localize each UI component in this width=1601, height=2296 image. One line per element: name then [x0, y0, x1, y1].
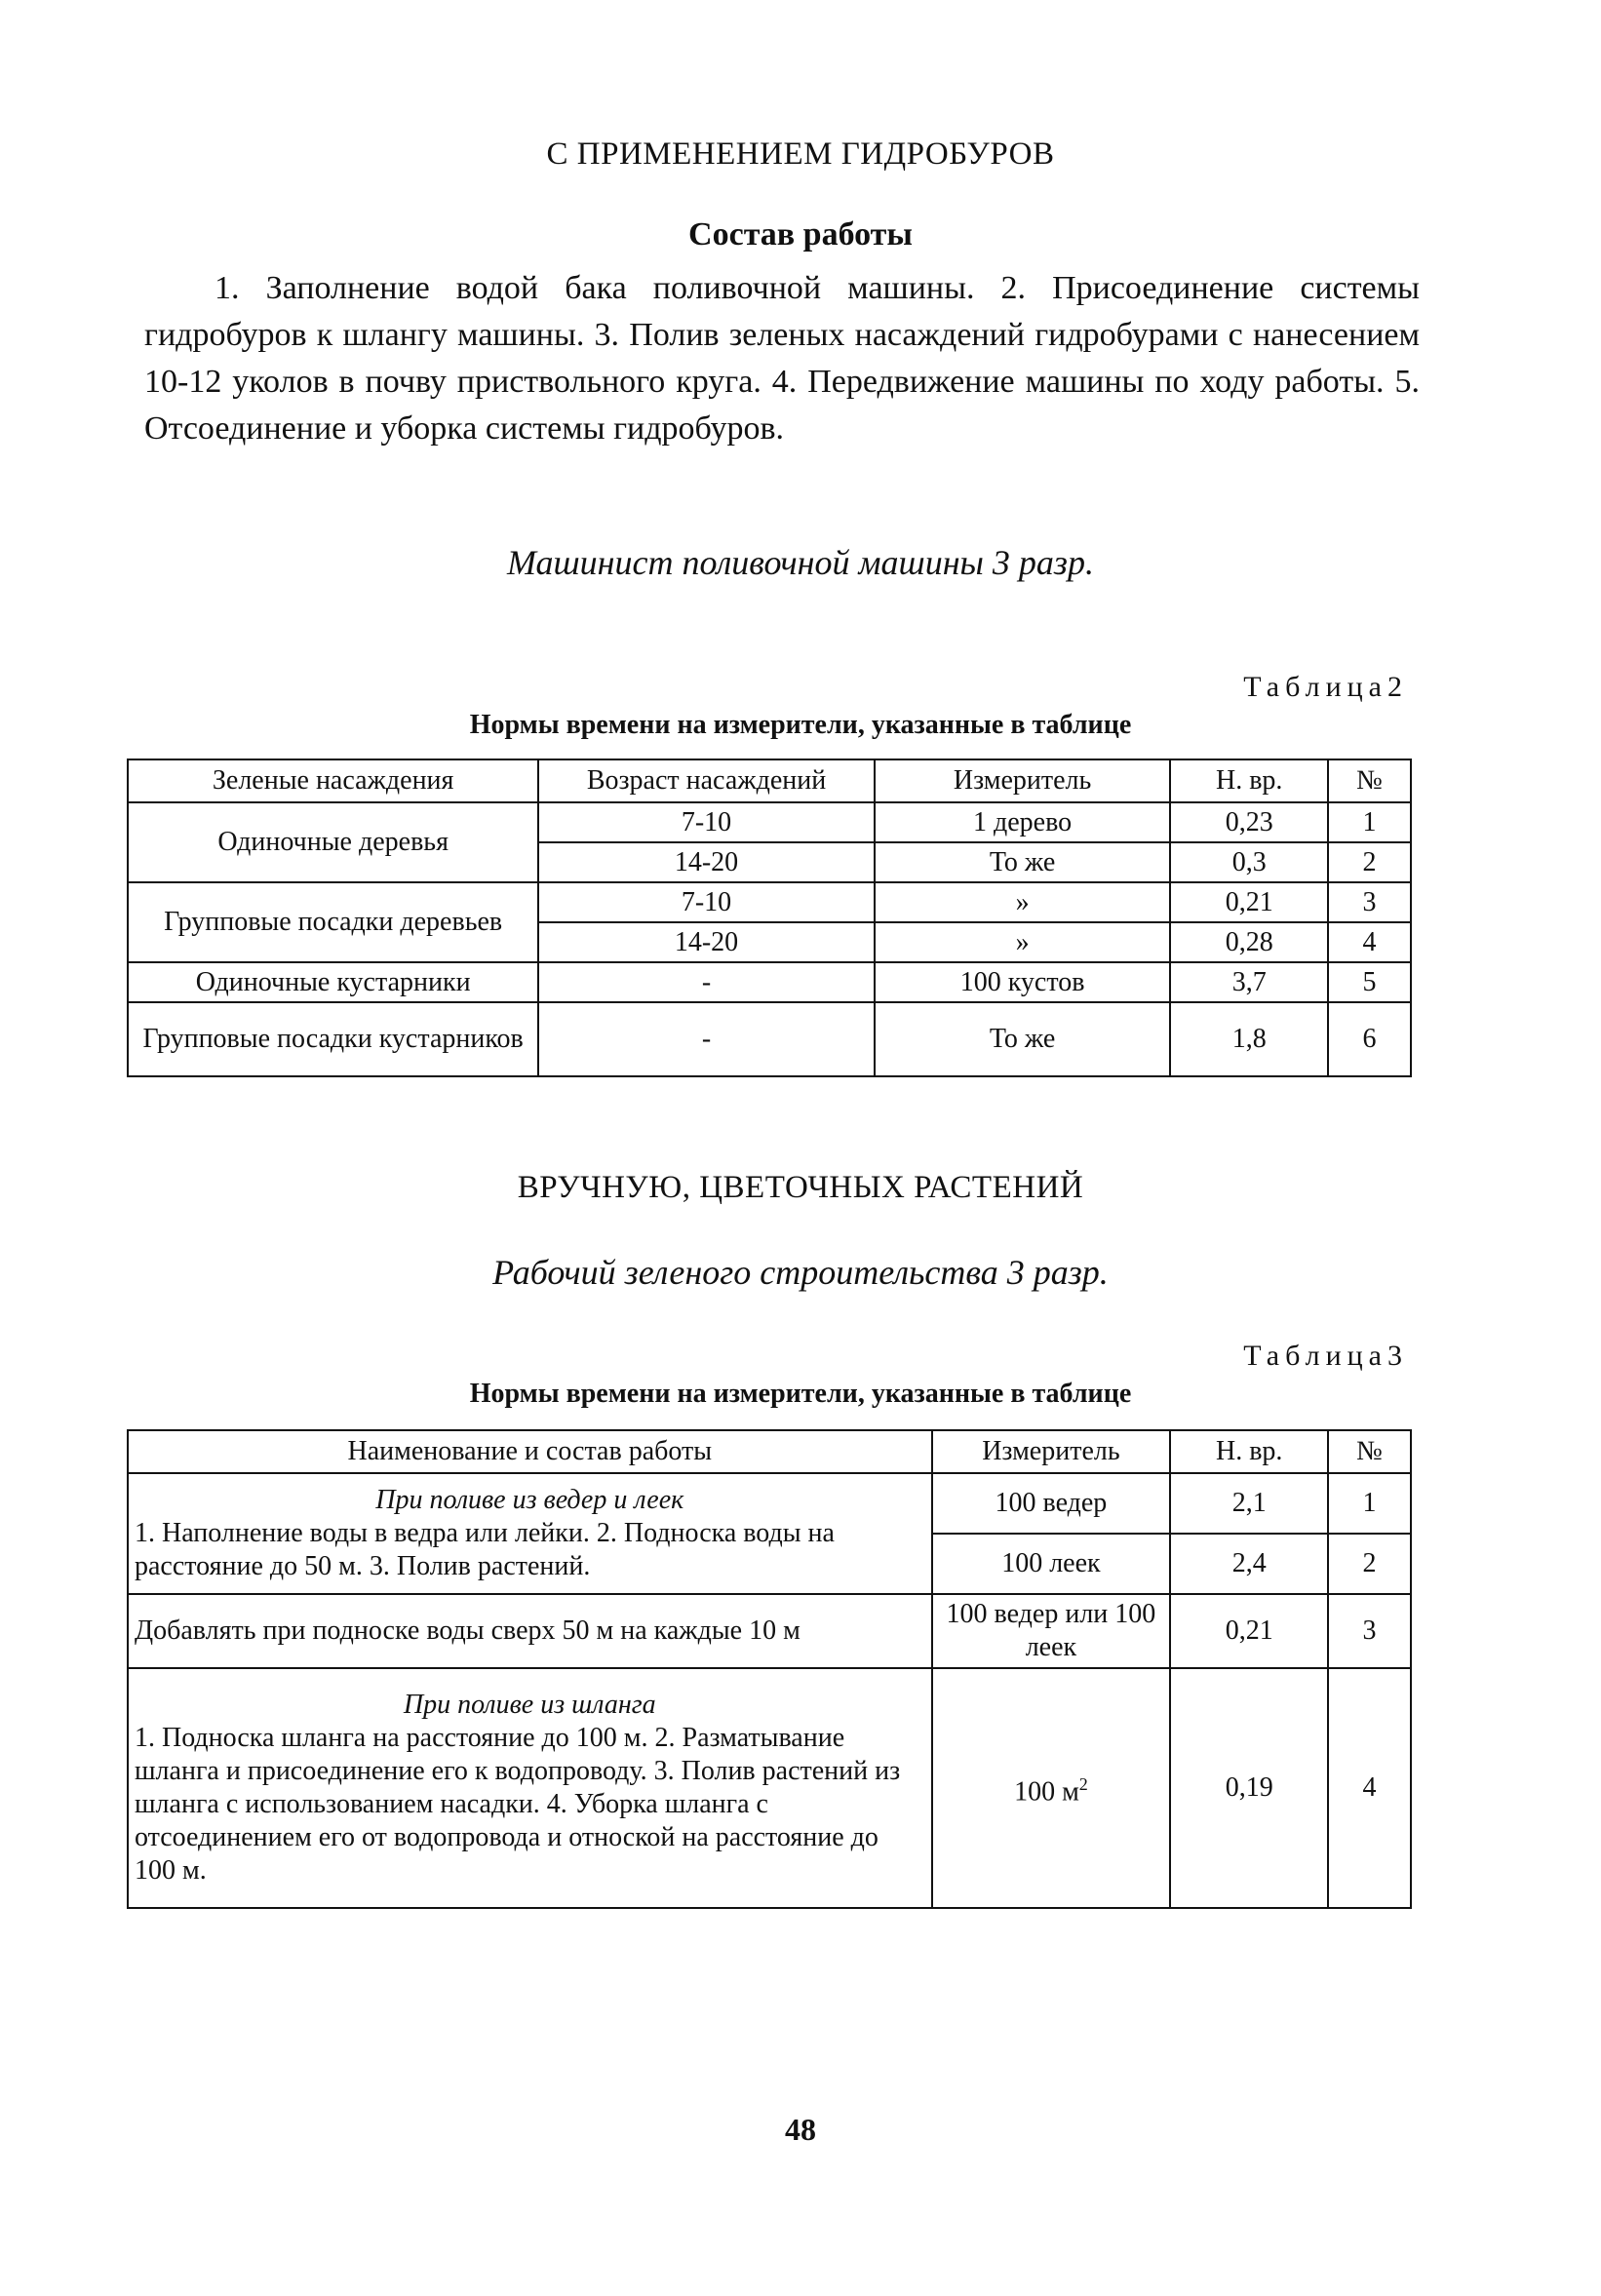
unit-cell: То же	[875, 1002, 1171, 1076]
table-caption: Нормы времени на измерители, указанные в таблице	[469, 710, 1132, 740]
header-cell: Возраст насаждений	[538, 759, 874, 802]
work-composition-heading: Состав работы	[688, 216, 913, 253]
num-cell: 3	[1328, 882, 1411, 922]
work-description-cell	[128, 1473, 932, 1594]
num-cell: 4	[1328, 1668, 1411, 1908]
table-row	[128, 1473, 1411, 1534]
num-cell: 5	[1328, 962, 1411, 1002]
norm-cell: 1,8	[1170, 1002, 1328, 1076]
work-composition-text: 1. Заполнение водой бака поливочной машины. 2. Присоединение системы гидробуров к шлангу машины. 3. Полив зеленых насаждений гидробурами с нанесением 10-12 уколов в почву приствольного круга. 4. Передвижение машины по ходу работы. 5. Отсоединение и уборка системы гидробуров.	[144, 270, 1420, 447]
work-block-heading: При поливе из шланга	[403, 1690, 656, 1720]
section-title: С ПРИМЕНЕНИЕМ ГИДРОБУРОВ	[546, 136, 1055, 172]
norms-table-2	[127, 759, 1412, 1077]
group-cell: Групповые посадки деревьев	[128, 882, 538, 962]
unit-cell: »	[875, 922, 1171, 962]
age-cell: 14-20	[538, 842, 874, 882]
unit-superscript: 2	[1078, 1773, 1088, 1794]
worker-line: Рабочий зеленого строительства 3 разр.	[492, 1253, 1109, 1292]
table-label: Таблица3	[1243, 1340, 1408, 1372]
header-cell: Наименование и состав работы	[128, 1430, 932, 1473]
age-cell: 14-20	[538, 922, 874, 962]
group-cell: Одиночные кустарники	[128, 962, 538, 1002]
unit-cell: 1 дерево	[875, 802, 1171, 842]
header-cell: Измеритель	[932, 1430, 1171, 1473]
work-composition-paragraph	[144, 265, 1420, 452]
age-cell: -	[538, 1002, 874, 1076]
section-title: ВРУЧНУЮ, ЦВЕТОЧНЫХ РАСТЕНИЙ	[517, 1170, 1084, 1205]
table-row	[128, 962, 1411, 1002]
norm-cell: 2,4	[1170, 1534, 1328, 1594]
header-cell: Н. вр.	[1170, 759, 1328, 802]
group-cell: Групповые посадки кустарников	[128, 1002, 538, 1076]
table-caption: Нормы времени на измерители, указанные в таблице	[469, 1379, 1132, 1409]
unit-cell	[932, 1668, 1171, 1908]
group-cell: Одиночные деревья	[128, 802, 538, 882]
norm-cell: 0,23	[1170, 802, 1328, 842]
unit-text: 100 м	[1014, 1776, 1079, 1808]
work-block-heading: При поливе из ведер и леек	[375, 1485, 684, 1515]
unit-cell: 100 леек	[932, 1534, 1171, 1594]
table-row	[128, 1002, 1411, 1076]
age-cell: 7-10	[538, 882, 874, 922]
num-cell: 4	[1328, 922, 1411, 962]
header-cell: №	[1328, 1430, 1411, 1473]
norm-cell: 0,19	[1170, 1668, 1328, 1908]
work-description-cell	[128, 1668, 932, 1908]
num-cell: 6	[1328, 1002, 1411, 1076]
work-block-text: 1. Подноска шланга на расстояние до 100 м. 2. Разматывание шланга и присоединение его к водопроводу. 3. Полив растений из шланга с использованием насадки. 4. Уборка шланга с отсоединением его от водопровода и отноской на расстояние до 100 м.	[135, 1723, 901, 1886]
num-cell: 2	[1328, 842, 1411, 882]
norms-table-3	[127, 1429, 1412, 1909]
unit-cell: То же	[875, 842, 1171, 882]
header-cell: Измеритель	[875, 759, 1171, 802]
header-cell: Н. вр.	[1170, 1430, 1328, 1473]
age-cell: 7-10	[538, 802, 874, 842]
norm-cell: 0,21	[1170, 882, 1328, 922]
unit-cell: 100 кустов	[875, 962, 1171, 1002]
age-cell: -	[538, 962, 874, 1002]
header-cell: Зеленые насаждения	[128, 759, 538, 802]
num-cell: 1	[1328, 1473, 1411, 1534]
unit-cell: 100 ведер или 100 леек	[932, 1594, 1171, 1668]
norm-cell: 0,21	[1170, 1594, 1328, 1668]
table-label: Таблица2	[1243, 671, 1408, 703]
num-cell: 3	[1328, 1594, 1411, 1668]
norm-cell: 2,1	[1170, 1473, 1328, 1534]
work-description-cell: Добавлять при подноске воды сверх 50 м на каждые 10 м	[128, 1594, 932, 1668]
norm-cell: 0,3	[1170, 842, 1328, 882]
work-block-text: 1. Наполнение воды в ведра или лейки. 2. Подноска воды на расстояние до 50 м. 3. Полив растений.	[135, 1518, 835, 1581]
table-header-row	[128, 1430, 1411, 1473]
num-cell: 2	[1328, 1534, 1411, 1594]
unit-cell: 100 ведер	[932, 1473, 1171, 1534]
table-row	[128, 1668, 1411, 1908]
unit-cell: »	[875, 882, 1171, 922]
table-row	[128, 1594, 1411, 1668]
header-cell: №	[1328, 759, 1411, 802]
table-header-row	[128, 759, 1411, 802]
table-row	[128, 802, 1411, 842]
worker-line: Машинист поливочной машины 3 разр.	[507, 543, 1094, 582]
page-number: 48	[785, 2112, 816, 2147]
num-cell: 1	[1328, 802, 1411, 842]
norm-cell: 0,28	[1170, 922, 1328, 962]
table-row	[128, 882, 1411, 922]
norm-cell: 3,7	[1170, 962, 1328, 1002]
